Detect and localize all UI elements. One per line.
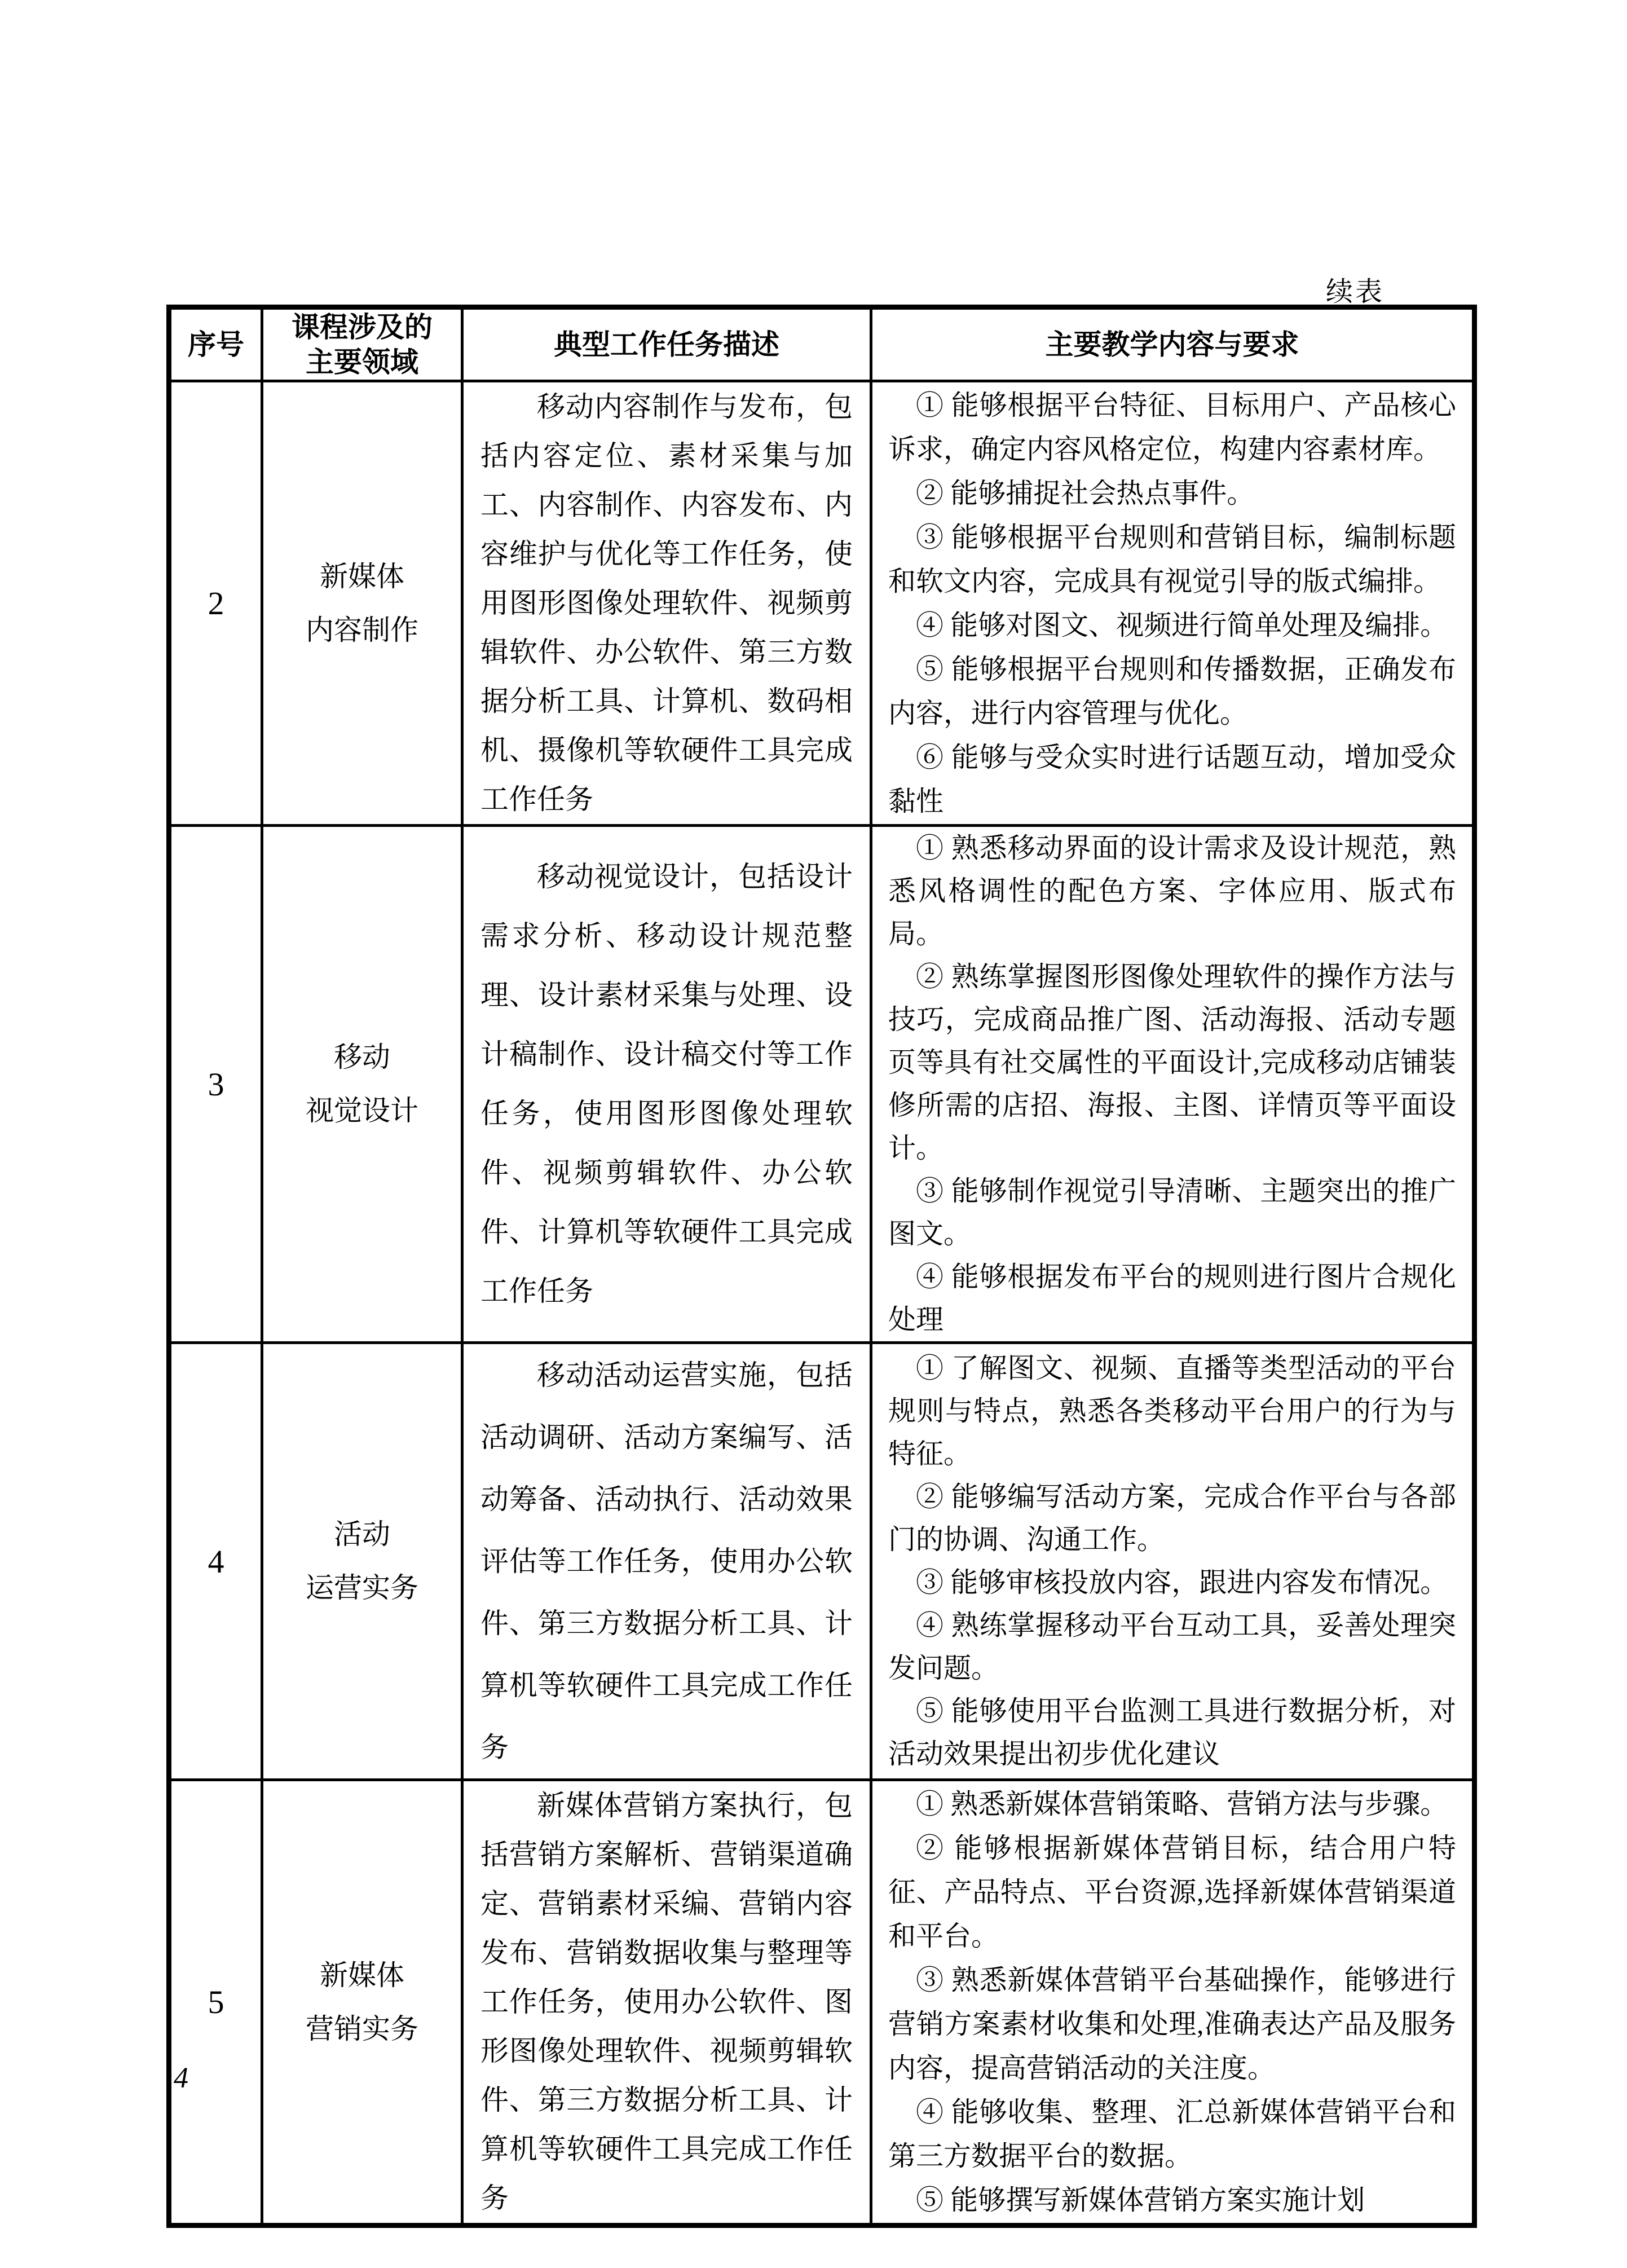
content-item: ② 能够根据新媒体营销目标，结合用户特征、产品特点、平台资源,选择新媒体营销渠道和平台。 [888, 1832, 1456, 1952]
table-row-3 [169, 826, 1475, 1343]
row-domain [262, 826, 462, 1343]
row-index: 5 [169, 1780, 262, 2226]
page-number: 4 [174, 2062, 188, 2094]
content-item: ③ 熟悉新媒体营销平台基础操作，能够进行营销方案素材收集和处理,准确表达产品及服务内容，提高营销活动的关注度。 [888, 1964, 1456, 2084]
content-item: ② 熟练掌握图形图像处理软件的操作方法与技巧，完成商品推广图、活动海报、活动专题页等具有社交属性的平面设计,完成移动店铺装修所需的店招、海报、主图、详情页等平面设计。 [888, 961, 1456, 1164]
row-task [462, 1343, 871, 1780]
task-paragraph: 新媒体营销方案执行，包括营销方案解析、营销渠道确定、营销素材采编、营销内容发布、营销数据收集与整理等工作任务，使用办公软件、图形图像处理软件、视频剪辑软件、第三方数据分析工具、计算机等软硬件工具完成工作任务 [480, 1790, 853, 2214]
domain-line: 内容制作 [306, 614, 418, 646]
domain-line: 运营实务 [306, 1572, 418, 1604]
row-task [462, 826, 871, 1343]
content-item: ① 熟悉移动界面的设计需求及设计规范，熟悉风格调性的配色方案、字体应用、版式布局。 [888, 833, 1456, 949]
content-item: ④ 熟练掌握移动平台互动工具，妥善处理突发问题。 [888, 1610, 1456, 1684]
row-domain [262, 381, 462, 826]
content-item: ④ 能够对图文、视频进行简单处理及编排。 [916, 609, 1448, 641]
content-item: ① 熟悉新媒体营销策略、营销方法与步骤。 [916, 1788, 1448, 1820]
content-item: ③ 能够制作视觉引导清晰、主题突出的推广图文。 [888, 1175, 1456, 1249]
course-table [166, 305, 1477, 2228]
header-task: 典型工作任务描述 [462, 307, 871, 381]
header-content: 主要教学内容与要求 [871, 307, 1475, 381]
task-paragraph: 移动活动运营实施，包括活动调研、活动方案编写、活动筹备、活动执行、活动效果评估等工作任务，使用办公软件、第三方数据分析工具、计算机等软硬件工具完成工作任务 [480, 1359, 853, 1763]
content-item: ④ 能够收集、整理、汇总新媒体营销平台和第三方数据平台的数据。 [888, 2096, 1456, 2172]
task-paragraph: 移动视觉设计，包括设计需求分析、移动设计规范整理、设计素材采集与处理、设计稿制作、设计稿交付等工作任务，使用图形图像处理软件、视频剪辑软件、办公软件、计算机等软硬件工具完成工作任务 [480, 861, 853, 1307]
domain-line: 移动 [334, 1041, 390, 1073]
header-domain-line1: 课程涉及的 [292, 311, 433, 343]
table-row-2 [169, 381, 1475, 826]
row-content [871, 381, 1475, 826]
row-task [462, 1780, 871, 2226]
content-item: ③ 能够根据平台规则和营销目标，编制标题和软文内容，完成具有视觉引导的版式编排。 [888, 521, 1456, 597]
domain-line: 新媒体 [320, 560, 404, 592]
domain-line: 新媒体 [320, 1959, 404, 1991]
content-item: ② 能够捕捉社会热点事件。 [916, 477, 1255, 509]
row-domain [262, 1780, 462, 2226]
domain-line: 营销实务 [306, 2012, 418, 2045]
row-content [871, 1343, 1475, 1780]
table-row-4 [169, 1343, 1475, 1780]
header-index: 序号 [169, 307, 262, 381]
content-item: ④ 能够根据发布平台的规则进行图片合规化处理 [888, 1261, 1456, 1335]
content-item: ① 了解图文、视频、直播等类型活动的平台规则与特点，熟悉各类移动平台用户的行为与特征。 [888, 1353, 1456, 1469]
table-header-row [169, 307, 1475, 381]
task-paragraph: 移动内容制作与发布，包括内容定位、素材采集与加工、内容制作、内容发布、内容维护与优化等工作任务，使用图形图像处理软件、视频剪辑软件、办公软件、第三方数据分析工具、计算机、数码相机、摄像机等软硬件工具完成工作任务 [480, 391, 853, 815]
row-index: 2 [169, 381, 262, 826]
content-item: ① 能够根据平台特征、目标用户、产品核心诉求，确定内容风格定位，构建内容素材库。 [888, 389, 1456, 465]
table-row-5 [169, 1780, 1475, 2226]
content-item: ⑤ 能够撰写新媒体营销方案实施计划 [916, 2184, 1365, 2216]
content-item: ⑥ 能够与受众实时进行话题互动，增加受众黏性 [888, 741, 1456, 817]
header-domain-line2: 主要领域 [306, 346, 418, 378]
row-content [871, 826, 1475, 1343]
content-item: ③ 能够审核投放内容，跟进内容发布情况。 [916, 1567, 1448, 1598]
row-index: 3 [169, 826, 262, 1343]
row-domain [262, 1343, 462, 1780]
domain-line: 活动 [334, 1518, 390, 1550]
domain-line: 视觉设计 [306, 1095, 418, 1126]
row-index: 4 [169, 1343, 262, 1780]
content-item: ⑤ 能够根据平台规则和传播数据，正确发布内容，进行内容管理与优化。 [888, 653, 1456, 729]
content-item: ② 能够编写活动方案，完成合作平台与各部门的协调、沟通工作。 [888, 1481, 1456, 1555]
row-task [462, 381, 871, 826]
content-item: ⑤ 能够使用平台监测工具进行数据分析，对活动效果提出初步优化建议 [888, 1696, 1456, 1769]
header-domain [262, 307, 462, 381]
row-content [871, 1780, 1475, 2226]
continued-table-label: 续表 [1325, 277, 1385, 307]
